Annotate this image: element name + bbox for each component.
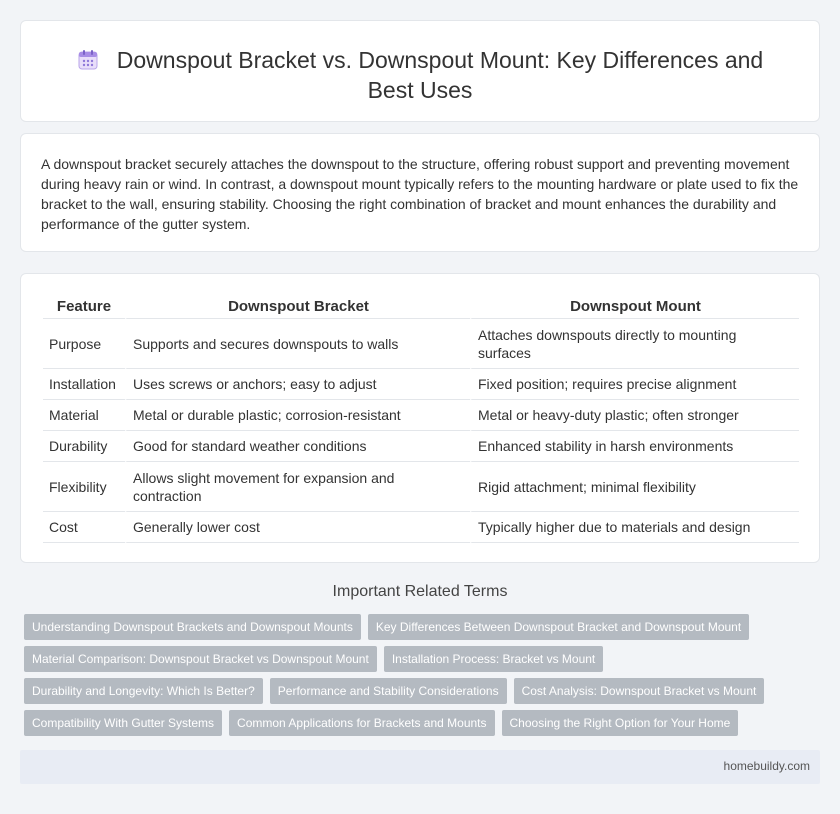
column-header-bracket: Downspout Bracket — [125, 294, 470, 319]
related-term-link[interactable]: Cost Analysis: Downspout Bracket vs Mount — [514, 678, 765, 704]
related-terms-row — [20, 678, 820, 710]
footer-bar — [20, 750, 820, 784]
table-cell-bracket: Good for standard weather conditions — [125, 431, 470, 462]
related-terms-row — [20, 614, 820, 646]
footer-site-name[interactable]: homebuildy.com — [723, 759, 810, 773]
table-cell-feature: Durability — [43, 431, 125, 462]
related-term-link[interactable]: Understanding Downspout Brackets and Downspout Mounts — [24, 614, 361, 640]
comparison-card — [20, 273, 820, 563]
table-row — [43, 512, 799, 543]
table-cell-bracket: Generally lower cost — [125, 512, 470, 543]
header-card — [20, 20, 820, 122]
table-row — [43, 319, 799, 369]
table-cell-feature: Installation — [43, 369, 125, 400]
table-cell-feature: Cost — [43, 512, 125, 543]
related-term-link[interactable]: Performance and Stability Considerations — [270, 678, 507, 704]
related-term-link[interactable]: Durability and Longevity: Which Is Better? — [24, 678, 263, 704]
related-term-link[interactable]: Common Applications for Brackets and Mounts — [229, 710, 494, 736]
table-row — [43, 369, 799, 400]
table-cell-bracket: Allows slight movement for expansion and contraction — [125, 462, 470, 512]
column-header-mount: Downspout Mount — [470, 294, 799, 319]
related-term-link[interactable]: Compatibility With Gutter Systems — [24, 710, 222, 736]
table-header-row — [43, 294, 799, 319]
related-term-link[interactable]: Material Comparison: Downspout Bracket vs Downspout Mount — [24, 646, 377, 672]
related-terms-list — [20, 614, 820, 742]
table-row — [43, 431, 799, 462]
related-term-link[interactable]: Choosing the Right Option for Your Home — [502, 710, 739, 736]
intro-card — [20, 133, 820, 252]
table-cell-feature: Flexibility — [43, 462, 125, 512]
table-cell-mount: Rigid attachment; minimal flexibility — [470, 462, 799, 512]
related-terms-heading: Important Related Terms — [332, 583, 508, 600]
table-cell-mount: Typically higher due to materials and design — [470, 512, 799, 543]
intro-paragraph: A downspout bracket securely attaches the downspout to the structure, offering robust support and preventing movement during heavy rain or wind. In contrast, a downspout mount typically refers to the mounting hardware or plate used to fix the bracket to the wall, ensuring stability. Choosing the right combination of bracket and mount enhances the durability and performance of the gutter system. — [41, 156, 799, 232]
related-term-link[interactable]: Key Differences Between Downspout Bracket and Downspout Mount — [368, 614, 749, 640]
table-cell-mount: Fixed position; requires precise alignment — [470, 369, 799, 400]
page-title-text: Downspout Bracket vs. Downspout Mount: Key Differences and Best Uses — [116, 47, 764, 103]
calendar-icon — [77, 49, 99, 71]
related-terms-row — [20, 646, 820, 678]
table-cell-mount: Attaches downspouts directly to mounting surfaces — [470, 319, 799, 369]
table-cell-bracket: Metal or durable plastic; corrosion-resistant — [125, 400, 470, 431]
page-title — [70, 45, 770, 105]
column-header-feature: Feature — [43, 294, 125, 319]
table-cell-feature: Material — [43, 400, 125, 431]
table-cell-mount: Enhanced stability in harsh environments — [470, 431, 799, 462]
table-cell-bracket: Uses screws or anchors; easy to adjust — [125, 369, 470, 400]
table-cell-feature: Purpose — [43, 319, 125, 369]
table-row — [43, 462, 799, 512]
table-cell-mount: Metal or heavy-duty plastic; often stronger — [470, 400, 799, 431]
comparison-table — [43, 294, 799, 543]
table-row — [43, 400, 799, 431]
related-term-link[interactable]: Installation Process: Bracket vs Mount — [384, 646, 603, 672]
related-terms-row — [20, 710, 820, 742]
table-cell-bracket: Supports and secures downspouts to walls — [125, 319, 470, 369]
